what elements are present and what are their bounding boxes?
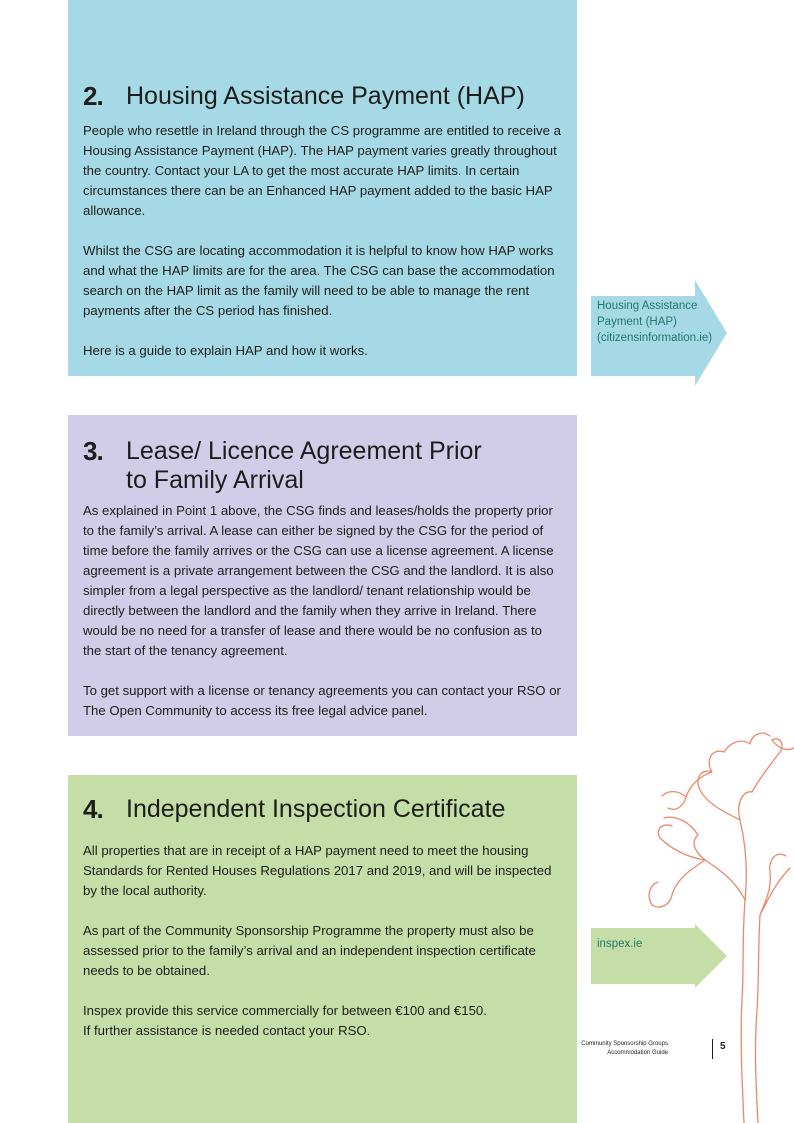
- lease-paragraph-1: As explained in Point 1 above, the CSG finds and leases/holds the property prior to the family’s arrival. A lease can either be signed by the CSG for the period of time before the family arrives or the CSG can use a license agreement. A license agreement is a private arrangement between the CSG and the landlord. It is also simpler from a legal perspective as the landlord/ tenant relationship would be directly between the landlord and the family when they arrive in Ireland. There would be no need for a transfer of lease and there would be no confusion as to the start of the tenancy agreement.: [83, 503, 554, 658]
- footer-title: [558, 1040, 668, 1058]
- inspection-paragraph-3-line-2: If further assistance is needed contact your RSO.: [83, 1023, 371, 1038]
- hap-section: [68, 0, 577, 376]
- hap-paragraph-2: Whilst the CSG are locating accommodation it is helpful to know how HAP works and what the HAP limits are for the area. The CSG can base the accommodation search on the HAP limit as the family will need to be able to manage the rent payments after the CS period has finished.: [83, 243, 555, 318]
- inspection-paragraph-3: [83, 1001, 563, 1041]
- hap-link-arrow[interactable]: [591, 280, 727, 386]
- lease-paragraph-2: To get support with a license or tenancy agreements you can contact your RSO or The Open Community to access its free legal advice panel.: [83, 683, 561, 718]
- section-title: Independent Inspection Certificate: [126, 795, 506, 823]
- hap-link-text[interactable]: [597, 298, 712, 346]
- section-number: 3.: [83, 436, 103, 466]
- arrow-shape-icon: [591, 924, 727, 988]
- footer-divider: [712, 1039, 713, 1059]
- inspex-link-arrow[interactable]: [591, 924, 727, 988]
- hap-link-line-3: (citizensinformation.ie): [597, 332, 713, 344]
- inspection-paragraph-2: As part of the Community Sponsorship Programme the property must also be assessed prior to the family’s arrival and an independent inspection certificate needs to be obtained.: [83, 923, 536, 978]
- section-number: 2.: [83, 81, 103, 111]
- section-title-line-2: to Family Arrival: [126, 466, 304, 494]
- hap-link-line-2: Payment (HAP): [597, 316, 677, 328]
- lease-section: [68, 415, 577, 736]
- hap-heading: [83, 82, 525, 111]
- section-title: [126, 437, 482, 495]
- section-title: Housing Assistance Payment (HAP): [126, 82, 525, 110]
- inspex-link-text[interactable]: inspex.ie: [597, 938, 643, 950]
- hap-link-line-1: Housing Assistance: [597, 300, 698, 312]
- hap-paragraph-3: Here is a guide to explain HAP and how it works.: [83, 343, 368, 358]
- section-number: 4.: [83, 794, 103, 824]
- inspection-paragraph-1: All properties that are in receipt of a HAP payment need to meet the housing Standards for Rented Houses Regulations 2017 and 2019, and will be inspected by the local authority.: [83, 843, 552, 898]
- page-number: 5: [720, 1041, 726, 1052]
- section-title-line-1: Lease/ Licence Agreement Prior: [126, 437, 482, 465]
- inspection-heading: [83, 795, 505, 824]
- inspection-paragraph-3-line-1: Inspex provide this service commercially for between €100 and €150.: [83, 1003, 487, 1018]
- inspection-section: [68, 775, 577, 1123]
- footer-line-1: Community Sponsorship Groups: [581, 1041, 668, 1047]
- lease-heading: [83, 437, 482, 495]
- footer-line-2: Accommodation Guide: [607, 1050, 668, 1056]
- page-footer: [560, 1038, 760, 1064]
- hap-paragraph-1: People who resettle in Ireland through the CS programme are entitled to receive a Housing Assistance Payment (HAP). The HAP payment varies greatly throughout the country. Contact your LA to get the most accurate HAP limits. In certain circumstances there can be an Enhanced HAP payment added to the basic HAP allowance.: [83, 123, 561, 218]
